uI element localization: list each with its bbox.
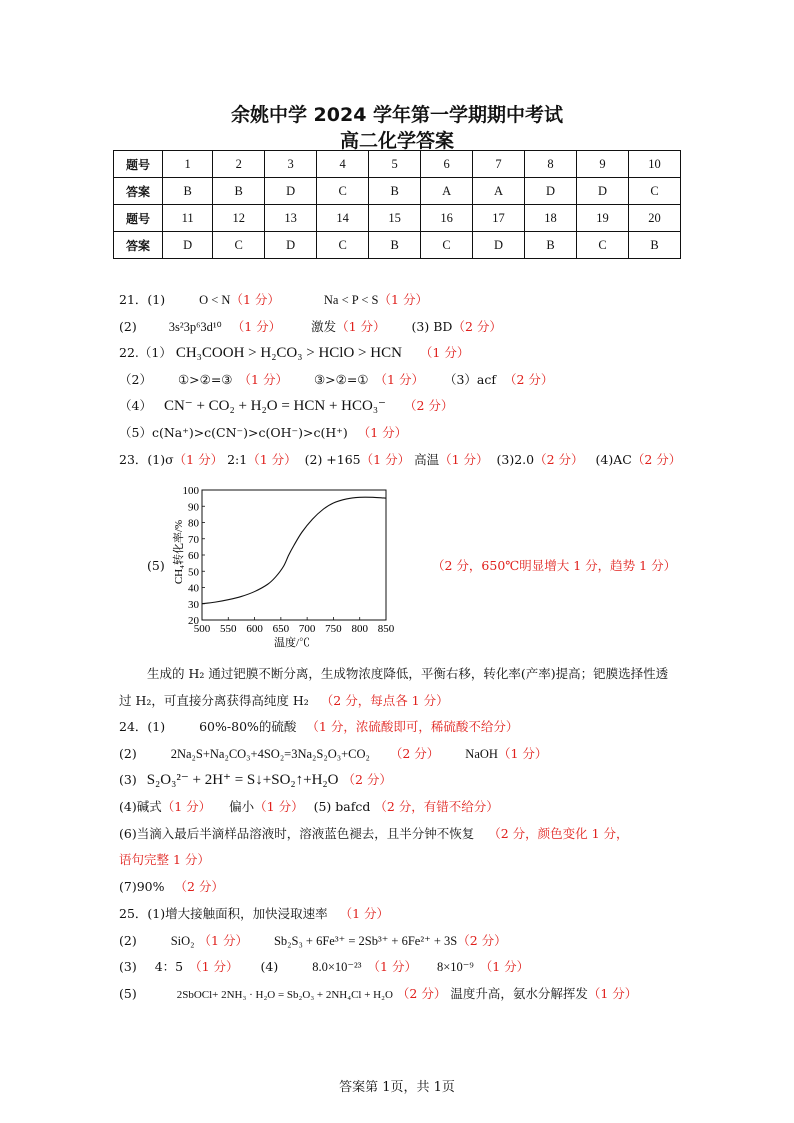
q23-answer5: (3)2.0 [496, 452, 535, 467]
q25-part3: (3) [119, 959, 137, 974]
table-cell: D [525, 178, 577, 205]
q23-score3: （1 分） [360, 452, 411, 467]
q22-score1: （1 分） [419, 345, 470, 360]
table-cell: B [525, 232, 577, 259]
chart-y-tick-label: 70 [188, 533, 199, 546]
table-cell: 17 [473, 205, 525, 232]
chart-x-tick-label: 650 [272, 623, 290, 635]
q24-score7: （2 分，有错不给分） [374, 799, 499, 814]
q22-part5: （5）c(Na⁺)>c(CN⁻)>c(OH⁻)>c(H⁺) [119, 425, 348, 440]
table-row-numbers [114, 205, 681, 232]
q21-line1 [119, 292, 428, 308]
q22-score2: （1 分） [238, 372, 288, 387]
q24-line1 [119, 719, 518, 735]
table-cell: 20 [628, 205, 680, 232]
q24-score2: （2 分） [389, 746, 440, 761]
q22-score3: （1 分） [374, 372, 424, 387]
chart-x-tick-label: 850 [377, 623, 395, 635]
table-cell: B [369, 232, 421, 259]
table-cell: C [421, 232, 473, 259]
q24-answer1: 60%-80%的硫酸 [199, 719, 297, 734]
q25-line3 [119, 959, 529, 975]
chart-x-tick-label: 700 [298, 623, 316, 635]
table-cell: 7 [473, 151, 525, 178]
q25-score1: （1 分） [339, 906, 390, 921]
chart-y-tick-label: 80 [188, 517, 199, 530]
q21-score4: （1 分） [336, 319, 386, 334]
q25-answer4: 4：5 [154, 959, 184, 974]
q24-score5: （1 分） [161, 799, 212, 814]
q22-answer3: ③>②=① [313, 372, 369, 387]
chart-y-tick-label: 50 [188, 566, 199, 579]
q23-score6: （2 分） [631, 452, 682, 467]
table-cell: D [577, 178, 629, 205]
chart-x-tick-label: 750 [325, 623, 342, 635]
table-cell: C [577, 232, 629, 259]
q25-line2 [119, 933, 507, 949]
table-cell: B [163, 178, 213, 205]
table-row-answers [114, 178, 681, 205]
table-cell: 13 [265, 205, 317, 232]
table-cell: 6 [421, 151, 473, 178]
table-cell: 2 [213, 151, 265, 178]
table-cell: 5 [369, 151, 421, 178]
q21-part3: (3) BD [411, 319, 453, 334]
q22-line1 [119, 345, 469, 361]
table-cell: 18 [525, 205, 577, 232]
q24-score3: （1 分） [497, 746, 548, 761]
q24-score6: （1 分） [254, 799, 304, 814]
q21-answer2: Na < P < S [323, 293, 379, 307]
table-row-header: 答案 [114, 232, 163, 259]
q22-line4 [119, 425, 407, 441]
table-cell: D [265, 232, 317, 259]
page-footer: 答案第 1页，共 1页 [339, 1080, 455, 1095]
q24-part3: (3) [119, 772, 137, 787]
table-cell: 1 [163, 151, 213, 178]
table-cell: 12 [213, 205, 265, 232]
answer-table [113, 150, 681, 259]
q22-score5: （2 分） [403, 398, 454, 413]
q24-score9: （2 分） [174, 879, 224, 894]
q24-score8: （2 分，颜色变化 1 分， [488, 826, 629, 841]
chart-x-tick-label: 550 [220, 623, 237, 635]
q23-chart-score: （2 分，650℃明显增大 1 分，趋势 1 分） [432, 558, 677, 573]
table-cell: 4 [317, 151, 369, 178]
table-cell: D [265, 178, 317, 205]
q24-answer3: NaOH [465, 747, 498, 761]
q25-score5: （1 分） [367, 959, 417, 974]
q24-answer7: (5) bafcd [313, 799, 371, 814]
q24-equation1: 2Na₂S+Na₂CO₃+4SO₂=3Na₂S₂O₃+CO₂ [170, 747, 370, 761]
q25-equation1: Sb₂S₃ + 6Fe³⁺ = 2Sb³⁺ + 6Fe²⁺ + 3S [273, 934, 458, 948]
q24-line4 [119, 799, 499, 815]
table-cell: 14 [317, 205, 369, 232]
table-cell: 10 [628, 151, 680, 178]
q24-score4: （2 分） [342, 772, 392, 787]
q23-explanation-text: 生成的 H₂ 通过钯膜不断分离，生成物浓度降低，平衡右移，转化率(产率)提高；钯膜选择性透过 H₂，可直接分离获得高纯度 H₂ [119, 666, 669, 708]
table-cell: C [317, 178, 369, 205]
q24-line5 [119, 826, 629, 842]
chart-series-line [202, 497, 386, 604]
page-subtitle: 高二化学答案 [339, 130, 454, 152]
q22-part2: （2） [119, 372, 152, 387]
table-cell: D [163, 232, 213, 259]
q24-equation2: S₂O₃²⁻ + 2H⁺ = S↓+SO₂↑+H₂O [146, 772, 339, 788]
chart-y-tick-label: 90 [188, 501, 199, 514]
table-row-header: 题号 [114, 205, 163, 232]
q23-score4: （1 分） [439, 452, 489, 467]
table-cell: 16 [421, 205, 473, 232]
chart-x-label: 温度/℃ [273, 637, 311, 649]
table-cell: C [628, 178, 680, 205]
page-title: 余姚中学 2024 学年第一学期期中考试 [230, 104, 564, 126]
q24-line3 [119, 772, 392, 788]
table-cell: 11 [163, 205, 213, 232]
q24-answer8: (6)当滴入最后半滴样品溶液时，溶液蓝色褪去，且半分钟不恢复 [119, 826, 475, 841]
q25-part2: (2) [119, 933, 137, 948]
chart-plot-frame [202, 490, 386, 620]
q24-answer6: 偏小 [229, 799, 255, 814]
q24-line2 [119, 746, 547, 762]
q25-answer1: 25．(1)增大接触面积，加快浸取速率 [119, 906, 328, 921]
table-cell: C [213, 232, 265, 259]
q24-score1: （1 分，浓硫酸即可，稀硫酸不给分） [306, 719, 519, 734]
table-row-numbers [114, 151, 681, 178]
q25-line1 [119, 906, 389, 922]
conversion-chart [160, 478, 400, 650]
chart-x-tick-label: 500 [193, 623, 211, 635]
q24-part2: (2) [119, 746, 137, 761]
q25-answer9: 温度升高，氨水分解挥发 [450, 986, 588, 1001]
q21-score1: （1 分） [230, 292, 280, 307]
q23-score1: （1 分） [173, 452, 224, 467]
q24-score8-cont: 语句完整 1 分） [119, 852, 210, 867]
q23-score2: （1 分） [247, 452, 297, 467]
q23-answer2: 2:1 [227, 452, 248, 467]
table-cell: 3 [265, 151, 317, 178]
q25-part5: (5) [119, 986, 137, 1001]
q25-score4: （1 分） [189, 959, 239, 974]
table-cell: D [473, 232, 525, 259]
q23-answer4: 高温 [414, 452, 440, 467]
q23-explanation-score: （2 分，每点各 1 分） [320, 693, 449, 708]
q21-line2 [119, 319, 502, 335]
q21-score3: （1 分） [231, 319, 282, 334]
chart-y-label: CH₄转化率/% [173, 519, 185, 585]
q25-answer6: 8.0×10⁻²³ [312, 960, 362, 974]
q25-score6: （1 分） [479, 959, 530, 974]
q21-label: 21．(1) [119, 292, 166, 307]
q22-acid-order: CH₃COOH > H₂CO₃ > HClO > HCN [175, 345, 402, 361]
q23-explanation [119, 660, 679, 714]
table-cell: A [473, 178, 525, 205]
q25-score8: （1 分） [587, 986, 638, 1001]
q21-part2: (2) [119, 319, 137, 334]
chart-x-tick-label: 600 [246, 623, 263, 635]
table-cell: 19 [577, 205, 629, 232]
table-cell: B [369, 178, 421, 205]
q24-answer5: (4)碱式 [119, 799, 162, 814]
q22-equation: CN⁻ + CO₂ + H₂O = HCN + HCO₃⁻ [163, 398, 386, 414]
q25-score2: （1 分） [198, 933, 248, 948]
q22-part3: （3）acf [443, 372, 496, 387]
q21-answer1: O < N [199, 293, 231, 307]
q23-score5: （2 分） [534, 452, 584, 467]
table-cell: B [628, 232, 680, 259]
q22-line2 [119, 372, 553, 388]
q25-equation2: 2SbOCl+ 2NH₃ · H₂O = Sb₂O₃ + 2NH₄Cl + H₂O [176, 989, 393, 1001]
q22-line3 [119, 398, 453, 414]
q22-score6: （1 分） [357, 425, 408, 440]
chart-x-tick-label: 800 [351, 623, 368, 635]
q25-score7: （2 分） [396, 986, 447, 1001]
table-row-header: 答案 [114, 178, 163, 205]
q21-answer3: 3s²3p⁶3d¹⁰ [168, 320, 222, 334]
chart-y-tick-label: 60 [188, 550, 199, 562]
q25-answer2: SiO₂ [170, 934, 195, 948]
q23-answer6: (4)AC [595, 452, 632, 467]
table-cell: A [421, 178, 473, 205]
q25-score3: （2 分） [457, 933, 507, 948]
q24-label: 24．(1) [119, 719, 166, 734]
q25-line4 [119, 986, 637, 1003]
q24-line6 [119, 879, 224, 895]
chart-y-tick-label: 100 [182, 485, 199, 497]
chart-y-tick-label: 20 [188, 615, 199, 627]
table-cell: B [213, 178, 265, 205]
chart-y-tick-label: 40 [188, 582, 199, 595]
q22-part4: （4） [119, 398, 152, 413]
chart-y-tick-label: 30 [188, 598, 199, 611]
table-cell: 15 [369, 205, 421, 232]
table-cell: 8 [525, 151, 577, 178]
q24-answer9: (7)90% [119, 879, 165, 894]
table-row-answers [114, 232, 681, 259]
q21-score2: （1 分） [378, 292, 428, 307]
q23-line1 [119, 452, 681, 468]
q25-part4: (4) [260, 959, 279, 974]
q23-part5-label: (5) [147, 558, 165, 573]
q21-score5: （2 分） [452, 319, 502, 334]
q22-score4: （2 分） [503, 372, 554, 387]
q23-label: 23．(1)σ [119, 452, 174, 467]
q21-answer4: 激发 [311, 319, 337, 334]
q23-answer3: (2) +165 [304, 452, 361, 467]
table-row-header: 题号 [114, 151, 163, 178]
q22-label: 22.（1） [119, 345, 172, 360]
table-cell: C [317, 232, 369, 259]
q22-answer2: ①>②=③ [177, 372, 233, 387]
q25-answer7: 8×10⁻⁹ [436, 960, 474, 974]
table-cell: 9 [577, 151, 629, 178]
